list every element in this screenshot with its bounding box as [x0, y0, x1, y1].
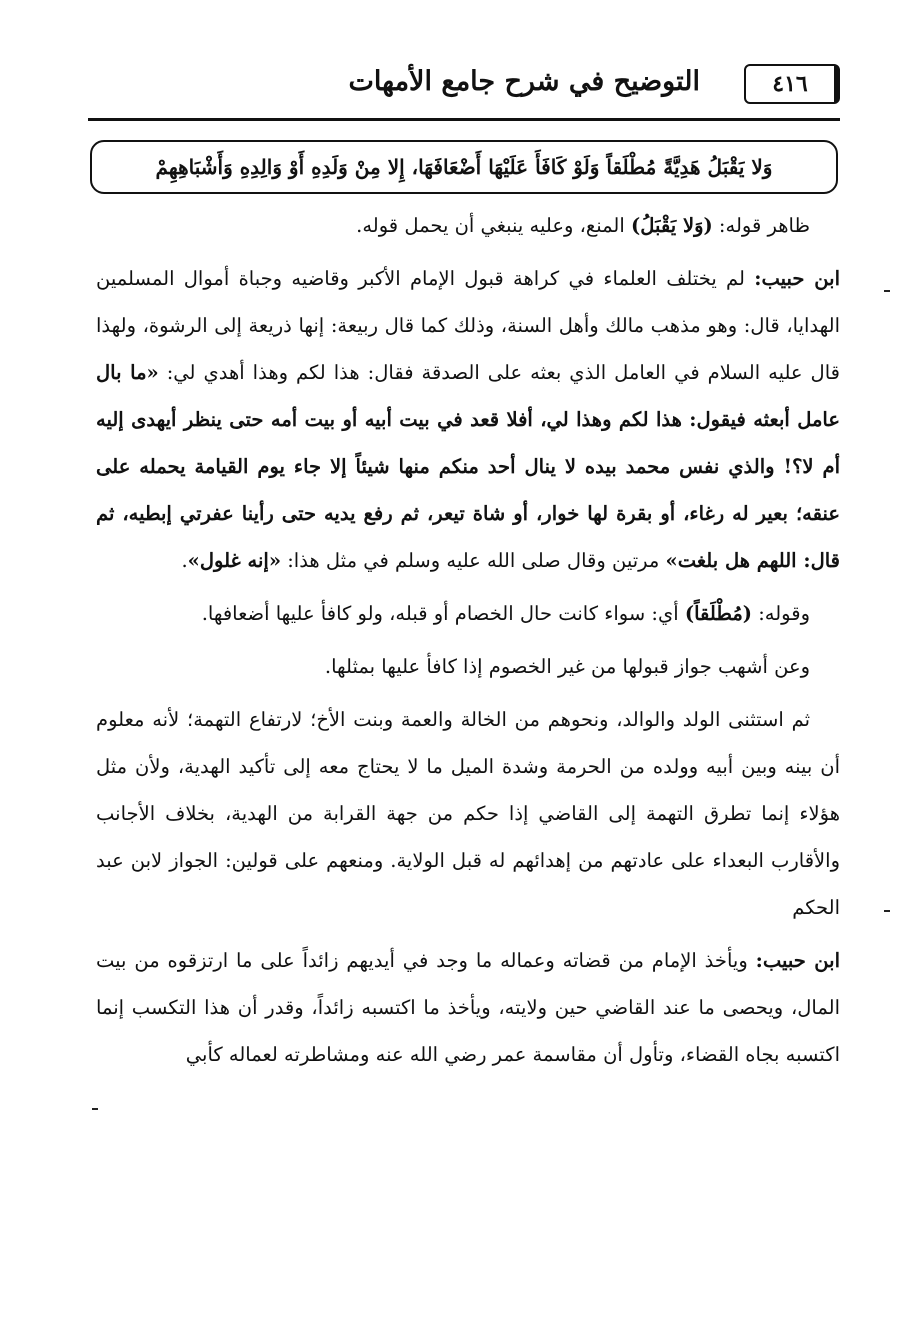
para-1-text-b: المنع، وعليه ينبغي أن يحمل قوله. [356, 214, 631, 237]
paragraph-2 [96, 255, 840, 584]
matn-box [90, 140, 838, 194]
commentary-body [96, 202, 840, 1084]
para-2-hadith: «ما بال عامل أبعثه فيقول: هذا لكم وهذا لي، أفلا قعد في بيت أبيه أو بيت أمه حتى ينظر أيهدى إليه أم لا؟! والذي نفس محمد بيده لا ينال أحد منكم منها شيئاً إلا جاء يوم القيامة يحمله على عنقه؛ بعير له رغاء، أو بقرة لها خوار، أو شاة تيعر، ثم رفع يديه حتى رأينا عفرتي إبطيه، ثم قال: اللهم هل بلغت» [96, 361, 840, 572]
margin-mark [884, 290, 890, 292]
para-5-text: ثم استثنى الولد والوالد، ونحوهم من الخالة والعمة وبنت الأخ؛ لارتفاع التهمة؛ لأنه معلوم أن بينه وبين أبيه وولده من الحرمة وشدة الميل ما لا يحتاج معه إلى تأكيد الهدية، ولأن مثل هؤلاء إنما تطرق التهمة إلى القاضي إذا حكم من جهة القرابة من الهدية، بخلاف الأجانب والأقارب البعداء على عادتهم من إهدائهم له قبل الولاية. ومنعهم على قولين: الجواز لابن عبد الحكم [96, 708, 840, 919]
para-2-text-a: لم يختلف العلماء في كراهة قبول الإمام الأكبر وقاضيه وجباة أموال المسلمين الهدايا، قال: وهو مذهب مالك وأهل السنة، وذلك كما قال ربيعة: إنها ذريعة إلى الرشوة، ولهذا قال عليه السلام في العامل الذي بعثه على الصدقة فقال: هذا لكم وهذا أهدي لي: [96, 267, 840, 384]
para-2-text-b: مرتين وقال صلى الله عليه وسلم في مثل هذا: [281, 549, 666, 572]
paragraph-1 [96, 202, 840, 249]
para-1-quote: (وَلا يَقْبَلُ) [631, 214, 713, 237]
margin-mark [92, 1108, 98, 1110]
page-number: ٤١٦ [772, 71, 808, 97]
margin-mark [884, 910, 890, 912]
book-title: التوضيح في شرح جامع الأمهات [348, 66, 700, 97]
para-1-text-a: ظاهر قوله: [712, 214, 810, 237]
para-3-text-b: أي: سواء كانت حال الخصام أو قبله، ولو كافأ عليها أضعافها. [201, 602, 685, 625]
para-4-text: وعن أشهب جواز قبولها من غير الخصوم إذا كافأ عليها بمثلها. [324, 655, 810, 678]
paragraph-6 [96, 937, 840, 1078]
para-2-label: ابن حبيب: [754, 267, 840, 290]
para-2-text-c: . [181, 549, 188, 572]
paragraph-3 [96, 590, 840, 637]
paragraph-5 [96, 696, 840, 931]
page-number-box [744, 64, 840, 104]
para-6-text: ويأخذ الإمام من قضاته وعماله ما وجد في أيديهم زائداً على ما ارتزقوه من بيت المال، ويحصى ما عند القاضي حين ولايته، ويأخذ ما اكتسبه زائداً، وقدر أن هذا التكسب إنما اكتسبه بجاه القضاء، وتأول أن مقاسمة عمر رضي الله عنه ومشاطرته لعماله كأبي [96, 949, 840, 1066]
para-6-label: ابن حبيب: [755, 949, 840, 972]
para-3-text-a: وقوله: [752, 602, 810, 625]
running-header [88, 62, 840, 122]
para-2-hadith-2: «إنه غلول» [187, 549, 282, 572]
matn-text: وَلا يَقْبَلُ هَدِيَّةً مُطْلَقاً وَلَوْ كَافَأَ عَلَيْهَا أَضْعَافَهَا، إِلا مِنْ وَلَدِهِ أَوْ وَالِدِهِ وَأَشْبَاهِهِمْ [155, 155, 773, 179]
para-3-quote: (مُطْلَقاً) [684, 602, 753, 625]
paragraph-4 [96, 643, 840, 690]
header-rule [88, 118, 840, 121]
